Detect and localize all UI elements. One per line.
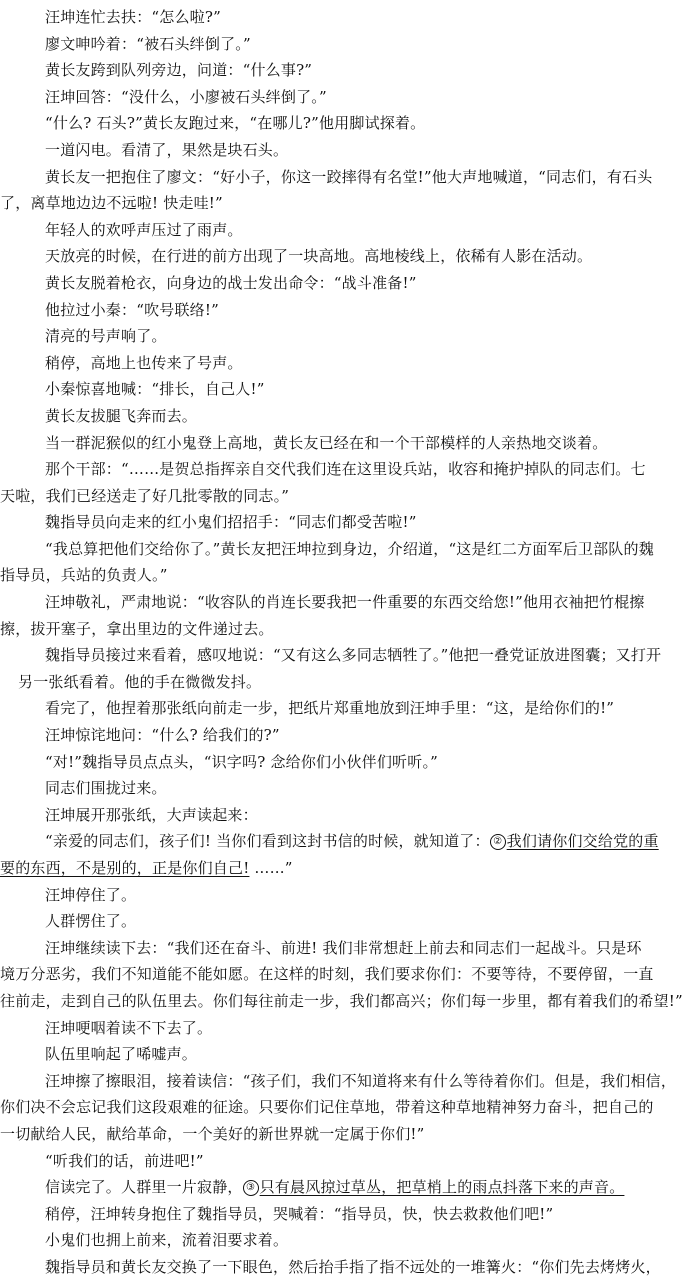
line-text: 同志们围拢过来。 (45, 779, 167, 798)
line-text: 了，离草地边边不远啦! 快走哇!” (0, 194, 223, 213)
line-text: 黄长友一把抱住了廖文：“好小子，你这一跤摔得有名堂!”他大声地喊道，“同志们，有石头 (45, 167, 653, 186)
line-text: 天啦，我们已经送走了好几批零散的同志。” (0, 486, 290, 505)
text-line (0, 323, 692, 350)
text-line (0, 642, 692, 669)
text-line (0, 1227, 692, 1254)
line-text: 小秦惊喜地喊：“排长，自己人!” (45, 380, 265, 399)
text-line (0, 1174, 692, 1201)
line-tail: ……” (249, 859, 293, 877)
text-line (0, 669, 692, 696)
text-line (0, 802, 692, 829)
text-line (0, 722, 692, 749)
text-line (0, 1148, 692, 1175)
text-line (0, 1068, 692, 1095)
line-text: “亲爱的同志们，孩子们! 当你们看到这封书信的时候，就知道了： (45, 832, 490, 851)
text-line (0, 882, 692, 909)
text-line (0, 695, 692, 722)
text-line (0, 430, 692, 457)
underlined-text: 要的东西，不是别的，正是你们自己! (0, 859, 250, 877)
circled-number: ③ (243, 1180, 259, 1196)
text-line (0, 536, 692, 563)
text-line (0, 1015, 692, 1042)
text-line (0, 855, 692, 882)
text-line (0, 403, 692, 430)
text-line (0, 589, 692, 616)
line-text: 黄长友脱着枪衣，向身边的战士发出命令：“战斗准备!” (45, 273, 417, 292)
text-line (0, 483, 692, 510)
text-line (0, 350, 692, 377)
line-text: 汪坤停住了。 (45, 885, 137, 904)
text-line (0, 243, 692, 270)
line-text: 另一张纸看着。他的手在微微发抖。 (18, 672, 262, 691)
line-text: 人群愣住了。 (45, 912, 137, 931)
line-text: 汪坤连忙去扶：“怎么啦?” (45, 8, 221, 26)
line-text: 那个干部：“……是贺总指挥亲自交代我们连在这里设兵站，收容和掩护掉队的同志们。七 (45, 460, 646, 479)
line-text: “我总算把他们交给你了。”黄长友把汪坤拉到身边，介绍道，“这是红二方面军后卫部队的魏 (45, 539, 654, 558)
text-line (0, 935, 692, 962)
line-text: 一道闪电。看清了，果然是块石头。 (45, 140, 289, 159)
text-line (0, 1201, 692, 1228)
line-text: 稍停，高地上也传来了号声。 (45, 353, 243, 372)
line-text: “听我们的话，前进吧!” (45, 1151, 204, 1170)
line-text: “什么? 石头?”黄长友跑过来，“在哪儿?”他用脚试探着。 (45, 114, 426, 133)
underlined-sentence (490, 832, 659, 850)
line-text: 指导员，兵站的负责人。” (0, 566, 168, 585)
circled-number: ② (490, 834, 506, 850)
line-text: 小鬼们也拥上前来，流着泪要求着。 (45, 1231, 289, 1250)
line-text: 队伍里响起了唏嘘声。 (45, 1045, 198, 1064)
text-line (0, 57, 692, 84)
line-text: 擦，拔开塞子，拿出里边的文件递过去。 (0, 619, 274, 638)
line-text: 魏指导员向走来的红小鬼们招招手：“同志们都受苦啦!” (45, 513, 417, 532)
text-line (0, 84, 692, 111)
line-text: 信读完了。人群里一片寂静， (45, 1178, 243, 1197)
underlined-sentence (243, 1178, 625, 1196)
text-line (0, 1121, 692, 1148)
line-text: 汪坤哽咽着读不下去了。 (45, 1018, 213, 1037)
text-line (0, 1041, 692, 1068)
line-text: 汪坤继续读下去：“我们还在奋斗、前进! 我们非常想赶上前去和同志们一起战斗。只是环 (45, 938, 642, 957)
text-line (0, 961, 692, 988)
line-text: 你们决不会忘记我们这段艰难的征途。只要你们记住草地，带着这种草地精神努力奋斗，把自己的 (0, 1098, 654, 1117)
line-text: 魏指导员接过来看着，感叹地说：“又有这么多同志牺牲了。”他把一叠党证放进图囊；又打开 (45, 646, 662, 665)
text-line (0, 190, 692, 217)
line-text: 魏指导员和黄长友交换了一下眼色，然后抬手指了指不远处的一堆篝火：“你们先去烤烤火， (45, 1257, 661, 1276)
text-line (0, 31, 692, 58)
line-text: 往前走，走到自己的队伍里去。你们每往前走一步，我们都高兴；你们每一步里，都有着我们的希望!” (0, 991, 683, 1010)
line-text: 廖文呻吟着：“被石头绊倒了。” (45, 34, 251, 53)
line-text: 一切献给人民，献给革命，一个美好的新世界就一定属于你们!” (0, 1124, 425, 1143)
text-line (0, 297, 692, 324)
line-text: 黄长友跨到队列旁边，问道：“什么事?” (45, 61, 313, 80)
underlined-text: 我们请你们交给党的重 (506, 832, 659, 851)
document-page (0, 4, 692, 1281)
text-line (0, 828, 692, 855)
text-line (0, 616, 692, 643)
text-line (0, 164, 692, 191)
line-text: 汪坤敬礼，严肃地说：“收容队的肖连长要我把一件重要的东西交给您!”他用衣袖把竹棍擦 (45, 593, 645, 612)
text-line (0, 775, 692, 802)
underlined-sentence (0, 859, 249, 877)
text-line (0, 1254, 692, 1281)
text-line (0, 270, 692, 297)
line-text: 稍停，汪坤转身抱住了魏指导员，哭喊着：“指导员，快，快去救救他们吧!” (45, 1204, 554, 1223)
text-line (0, 137, 692, 164)
text-line (0, 217, 692, 244)
text-line (0, 110, 692, 137)
line-text: 年轻人的欢呼声压过了雨声。 (45, 220, 243, 239)
text-line (0, 749, 692, 776)
line-text: 天放亮的时候，在行进的前方出现了一块高地。高地棱线上，依稀有人影在活动。 (45, 247, 593, 266)
line-text: 汪坤展开那张纸，大声读起来： (45, 805, 258, 824)
line-text: “对!”魏指导员点点头，“识字吗? 念给你们小伙伴们听听。” (45, 752, 439, 771)
line-text: 清亮的号声响了。 (45, 327, 167, 346)
line-text: 汪坤回答：“没什么，小廖被石头绊倒了。” (45, 87, 327, 106)
text-line (0, 4, 692, 31)
line-text: 当一群泥猴似的红小鬼登上高地，黄长友已经在和一个干部模样的人亲热地交谈着。 (45, 433, 608, 452)
text-line (0, 908, 692, 935)
line-text: 他拉过小秦：“吹号联络!” (45, 300, 219, 319)
line-text: 境万分恶劣，我们不知道能不能如愿。在这样的时刻，我们要求你们：不要等待，不要停留，一直 (0, 965, 654, 984)
text-line (0, 509, 692, 536)
line-text: 汪坤擦了擦眼泪，接着读信：“孩子们，我们不知道将来有什么等待着你们。但是，我们相信， (45, 1071, 677, 1090)
text-line (0, 376, 692, 403)
line-text: 看完了，他捏着那张纸向前走一步，把纸片郑重地放到汪坤手里：“这，是给你们的!” (45, 699, 615, 718)
text-line (0, 562, 692, 589)
text-line (0, 456, 692, 483)
underlined-text: 只有晨风掠过草丛，把草梢上的雨点抖落下来的声音。 (259, 1178, 625, 1197)
line-text: 汪坤惊诧地问：“什么? 给我们的?” (45, 726, 280, 745)
text-line (0, 1094, 692, 1121)
line-text: 黄长友拔腿飞奔而去。 (45, 406, 198, 425)
